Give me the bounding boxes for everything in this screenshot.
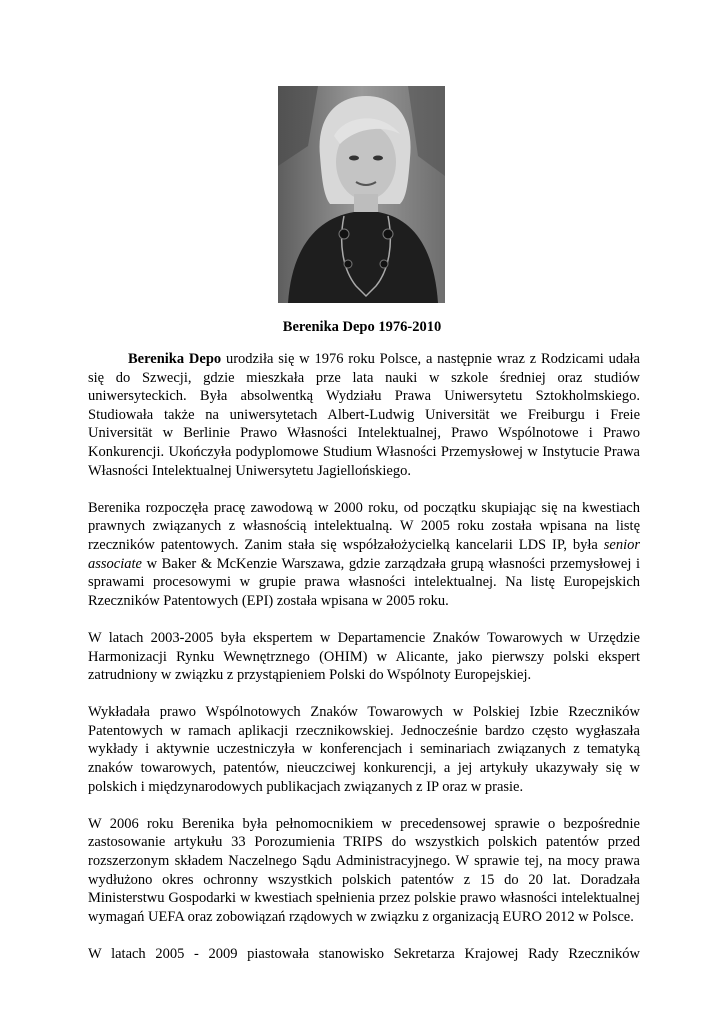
biography-body bbox=[88, 350, 640, 982]
name-bold: Berenika Depo bbox=[128, 351, 222, 367]
senior-associate-italic: senior associate bbox=[88, 536, 640, 572]
paragraph-2 bbox=[88, 499, 640, 611]
portrait-photo bbox=[278, 86, 445, 303]
paragraph-2-text-a: Berenika rozpoczęła pracę zawodową w 2000 roku, od początku skupiając się na kwestiach prawnych związanych z własnością intelektualną. W 2005 roku została wpisana na listę rzeczników patentowych. Zanim stała się współzałożycielką kancelarii LDS IP, była bbox=[88, 499, 640, 553]
paragraph-4: Wykładała prawo Wspólnotowych Znaków Towarowych w Polskiej Izbie Rzeczników Patentowych w ramach aplikacji rzecznikowskiej. Jednocześnie bardzo często wygłaszała wykłady i aktywnie uczestniczyła w konferencjach i seminariach związanych z tematyką znaków towarowych, patentów, nieuczciwej konkurencji, a jej artykuły ukazywały się w polskich i międzynarodowych publikacjach związanych z IP oraz w prasie. bbox=[88, 704, 640, 795]
paragraph-2-text-b: w Baker & McKenzie Warszawa, gdzie zarządzała grupą własności przemysłowej i sprawami procesowymi w grupie prawa własności intelektualnej. Na listę Europejskich Rzeczników Patentowych (EPI) została wpisana w 2005 roku. bbox=[88, 555, 640, 609]
paragraph-6: W latach 2005 - 2009 piastowała stanowisko Sekretarza Krajowej Rady Rzeczników bbox=[88, 946, 640, 962]
page-title: Berenika Depo 1976-2010 bbox=[282, 319, 442, 335]
paragraph-5: W 2006 roku Berenika była pełnomocnikiem w precedensowej sprawie o bezpośrednie zastosowanie artykułu 33 Porozumienia TRIPS do wszystkich polskich patentów przed rozszerzonym składem Naczelnego Sądu Administracyjnego. W sprawie tej, na mocy prawa wydłużono okres ochronny wszystkich polskich patentów z 15 do 20 lat. Doradzała Ministerstwu Gospodarki w kwestiach spełnienia przez polskie prawo własności intelektualnej wymagań UEFA oraz zobowiązań rządowych w związku z organizacją EURO 2012 w Polsce. bbox=[88, 815, 640, 925]
paragraph-1 bbox=[88, 350, 640, 480]
paragraph-3: W latach 2003-2005 była ekspertem w Departamencie Znaków Towarowych w Urzędzie Harmonizacji Rynku Wewnętrznego (OHIM) w Alicante, jako pierwszy polski ekspert zatrudniony w związku z przystąpieniem Polski do Wspólnoty Europejskiej. bbox=[88, 629, 640, 684]
portrait-icon bbox=[278, 86, 445, 303]
paragraph-1-text: urodziła się w 1976 roku Polsce, a następnie wraz z Rodzicami udała się do Szwecji, gdzie mieszkała prze lata nauki w szkole średniej oraz studiów uniwersyteckich. Była absolwentką Wydziału Prawa Uniwersytetu Sztokholmskiego. Studiowała także na uniwersytetach Albert-Ludwig Universität we Freiburgu i Freie Universität w Berlinie Prawo Własności Intelektualnej, Prawo Wspólnotowe i Prawo Konkurencji. Ukończyła podyplomowe Studium Własności Przemysłowej w Instytucie Prawa Własności Intelektualnej Uniwersytetu Jagiellońskiego. bbox=[88, 351, 640, 479]
